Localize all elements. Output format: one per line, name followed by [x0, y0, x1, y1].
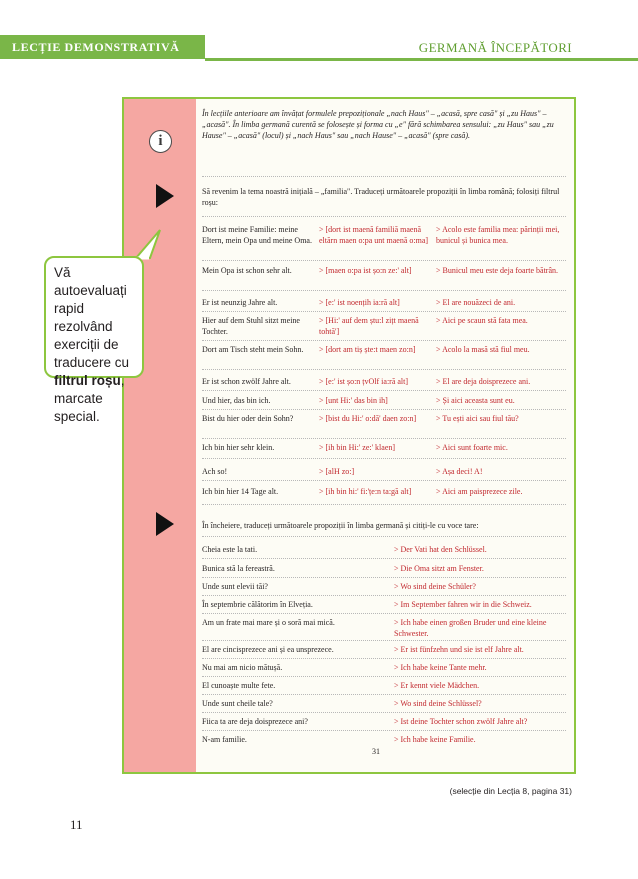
divider — [202, 694, 566, 695]
translation: > Aici sunt foarte mic. — [436, 443, 508, 452]
romanian-sentence: El cunoaște multe fete. — [202, 681, 276, 690]
german-sentence: Ich bin hier sehr klein. — [202, 443, 275, 452]
divider — [202, 558, 566, 559]
divider — [202, 260, 566, 261]
pronunciation: > [dort am tiș ște:t maen zo:n] — [319, 345, 416, 354]
german-answer: > Ich habe einen großen Bruder und eine kleine Schwester. — [394, 618, 547, 639]
source-caption: (selecție din Lecția 8, pagina 31) — [449, 786, 572, 796]
page-number: 11 — [70, 817, 83, 832]
bubble-text: Vă autoevaluați rapid rezolvând exerciții de traducere cu — [54, 265, 130, 370]
pronunciation: > [unt Hi:' das bin ih] — [319, 396, 388, 405]
course-title: GERMANĂ ÎNCEPĂTORI — [418, 40, 572, 55]
german-answer: > Er kennt viele Mädchen. — [394, 681, 480, 690]
romanian-sentence: Bunica stă la fereastră. — [202, 564, 275, 573]
final-instruction: În încheiere, traduceți următoarele propoziții în limba germană și citiți-le cu voce tare: — [202, 521, 479, 530]
divider — [202, 290, 566, 291]
german-sentence: Dort am Tisch steht mein Sohn. — [202, 345, 304, 354]
german-answer: > Er ist fünfzehn und sie ist elf Jahre alt. — [394, 645, 524, 654]
romanian-sentence: N-am familie. — [202, 735, 247, 744]
romanian-sentence: Fiica ta are deja doisprezece ani? — [202, 717, 308, 726]
german-sentence: Dort ist meine Familie: meine Eltern, mein Opa und meine Oma. — [202, 225, 312, 246]
divider — [202, 409, 566, 410]
inner-page-number: 31 — [372, 747, 380, 756]
pronunciation: > [Hi:' auf dem ștu:l zițt maenă tohtă'] — [319, 316, 419, 337]
romanian-sentence: El are cincisprezece ani și ea unsprezece. — [202, 645, 334, 654]
translation: > Aici am paisprezece zile. — [436, 487, 523, 496]
german-sentence: Ich bin hier 14 Tage alt. — [202, 487, 279, 496]
translation: > Acolo este familia mea: părinții mei, bunicul și bunica mea. — [436, 225, 560, 246]
divider — [202, 458, 566, 459]
german-answer: > Die Oma sitzt am Fenster. — [394, 564, 484, 573]
romanian-sentence: Cheia este la tati. — [202, 545, 258, 554]
pronunciation: > [alH zo:] — [319, 467, 355, 476]
divider — [202, 340, 566, 341]
divider — [202, 536, 566, 537]
pronunciation: > [maen o:pa ist șo:n ze:' alt] — [319, 266, 412, 275]
header-rule — [205, 58, 638, 61]
divider — [202, 176, 566, 177]
german-sentence: Und hier, das bin ich. — [202, 396, 271, 405]
german-sentence: Mein Opa ist schon sehr alt. — [202, 266, 292, 275]
intro-paragraph: În lecțiile anterioare am învățat formulele prepoziționale „nach Haus" – „acasă, spre casă" și „zu Haus" – „acasă". În limba germană curentă se folosește și forma cu „e" fără schimbarea sensului: „zu Haus" sau „zu Hause" – „acasă" (locul) și „nach Haus" sau „nach Hause" – „acasă" (spre casă). — [202, 109, 554, 141]
pronunciation: > [e:' ist șo:n țvOlf ia:ră alt] — [319, 377, 409, 386]
translation: > Tu ești aici sau fiul tău? — [436, 414, 519, 423]
pronunciation: > [ih bin Hi:' ze:' klaen] — [319, 443, 396, 452]
german-answer: > Im September fahren wir in die Schweiz. — [394, 600, 532, 609]
divider — [202, 390, 566, 391]
divider — [202, 712, 566, 713]
exercise-instruction: Să revenim la tema noastră inițială – „familia". Traduceți următoarele propoziții în limba română; folosiți filtrul roșu: — [202, 187, 560, 208]
romanian-sentence: Unde sunt elevii tăi? — [202, 582, 268, 591]
translation: > Aici pe scaun stă fata mea. — [436, 316, 528, 325]
bubble-emphasis: filtrul roșu — [54, 372, 121, 388]
divider — [202, 577, 566, 578]
romanian-sentence: În septembrie călătorim în Elveția. — [202, 600, 313, 609]
divider — [202, 480, 566, 481]
german-answer: > Ist deine Tochter schon zwölf Jahre alt? — [394, 717, 528, 726]
translation: > Și aici aceasta sunt eu. — [436, 396, 515, 405]
german-sentence: Er ist neunzig Jahre alt. — [202, 298, 278, 307]
bubble-text-end: , marcate special. — [54, 372, 125, 424]
german-answer: > Ich habe keine Familie. — [394, 735, 476, 744]
german-sentence: Er ist schon zwölf Jahre alt. — [202, 377, 291, 386]
divider — [202, 676, 566, 677]
translation: > Bunicul meu este deja foarte bătrân. — [436, 266, 559, 275]
divider — [202, 311, 566, 312]
german-sentence: Ach so! — [202, 467, 228, 476]
divider — [202, 595, 566, 596]
lesson-type-label: LECȚIE DEMONSTRATIVĂ — [12, 40, 180, 54]
divider — [202, 640, 566, 641]
romanian-sentence: Am un frate mai mare și o soră mai mică. — [202, 618, 335, 627]
divider — [202, 613, 566, 614]
arrow-right-icon — [156, 512, 174, 536]
self-assessment-bubble — [44, 256, 144, 424]
pronunciation: > [dort ist maenă familiă maenă eltărn maen o:pa unt maenă o:ma] — [319, 225, 429, 246]
header-label-left — [0, 35, 205, 59]
info-icon: i — [149, 130, 172, 153]
divider — [202, 369, 566, 370]
bubble-tail — [136, 228, 168, 260]
divider — [202, 438, 566, 439]
pronunciation: > [e:' ist noențih ia:ră alt] — [319, 298, 400, 307]
romanian-sentence: Unde sunt cheile tale? — [202, 699, 273, 708]
german-sentence: Bist du hier oder dein Sohn? — [202, 414, 294, 423]
pronunciation: > [ih bin hi:' fi:'țe:n ta:gă alt] — [319, 487, 412, 496]
arrow-right-icon — [156, 184, 174, 208]
german-answer: > Wo sind deine Schüler? — [394, 582, 476, 591]
divider — [202, 658, 566, 659]
translation: > Acolo la masă stă fiul meu. — [436, 345, 530, 354]
divider — [202, 216, 566, 217]
translation: > El are nouăzeci de ani. — [436, 298, 516, 307]
german-answer: > Der Vati hat den Schlüssel. — [394, 545, 487, 554]
translation: > Așa deci! A! — [436, 467, 483, 476]
divider — [202, 730, 566, 731]
translation: > El are deja doisprezece ani. — [436, 377, 531, 386]
german-answer: > Ich habe keine Tante mehr. — [394, 663, 487, 672]
romanian-sentence: Nu mai am nicio mătușă. — [202, 663, 283, 672]
german-answer: > Wo sind deine Schlüssel? — [394, 699, 482, 708]
pronunciation: > [bist du Hi:' o:dă' daen zo:n] — [319, 414, 417, 423]
german-sentence: Hier auf dem Stuhl sitzt meine Tochter. — [202, 316, 300, 337]
divider — [202, 504, 566, 505]
